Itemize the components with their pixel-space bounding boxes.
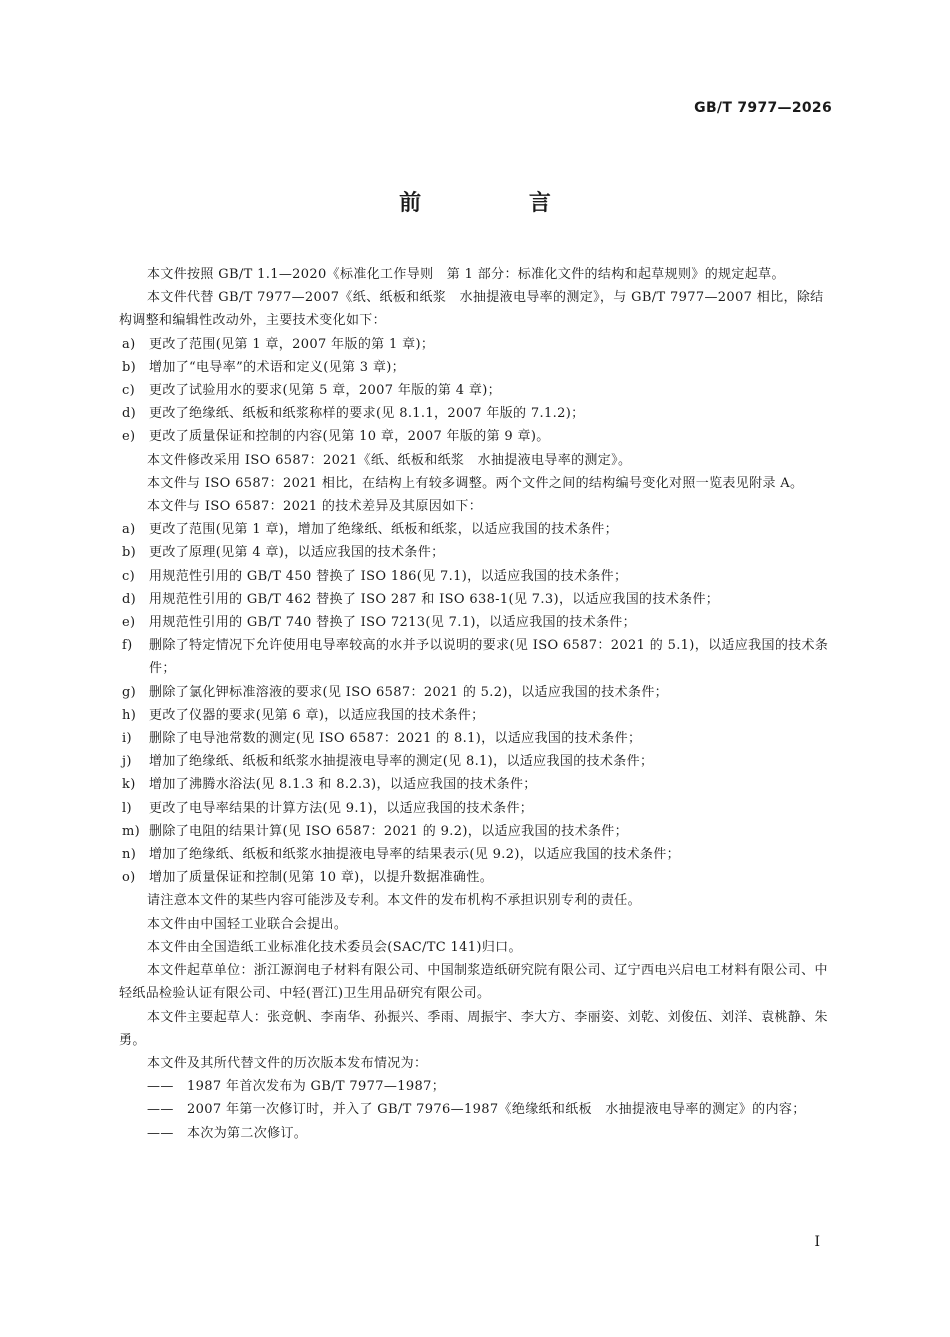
foreword-body — [119, 263, 835, 1145]
patent-notice: 请注意本文件的某些内容可能涉及专利。本文件的发布机构不承担识别专利的责任。 — [147, 893, 641, 909]
technical-changes-list — [119, 333, 835, 449]
committee-statement: 本文件由全国造纸工业标准化技术委员会(SAC/TC 141)归口。 — [147, 939, 522, 955]
version-history-list — [119, 1075, 835, 1145]
list-item: m) 删除了电阻的结果计算(见 ISO 6587：2021 的 9.2)，以适应我国的技术条件； — [122, 823, 628, 839]
list-item: e) 更改了质量保证和控制的内容(见第 10 章，2007 年版的第 9 章)。 — [122, 429, 550, 445]
list-item: e) 用规范性引用的 GB/T 740 替换了 ISO 7213(见 7.1)，以适应我国的技术条件； — [122, 615, 636, 631]
list-item: n) 增加了绝缘纸、纸板和纸浆水抽提液电导率的结果表示(见 9.2)，以适应我国的技术条件； — [122, 847, 681, 863]
technical-differences-list — [119, 518, 835, 889]
list-item: —— 1987 年首次发布为 GB/T 7977—1987； — [147, 1079, 446, 1095]
list-item: f) 删除了特定情况下允许使用电导率较高的水并予以说明的要求(见 ISO 6587：2021 的 5.1)，以适应我国的技术条件； — [122, 638, 829, 677]
list-item: —— 2007 年第一次修订时，并入了 GB/T 7976—1987《绝缘纸和纸板 水抽提液电导率的测定》的内容； — [147, 1102, 806, 1118]
list-item: l) 更改了电导率结果的计算方法(见 9.1)，以适应我国的技术条件； — [122, 800, 534, 816]
structure-paragraph: 本文件与 ISO 6587：2021 相比，在结构上有较多调整。两个文件之间的结构编号变化对照一览表见附录 A。 — [147, 475, 804, 491]
page-title: 前 言 — [399, 191, 601, 216]
list-item: b) 增加了“电导率”的术语和定义(见第 3 章)； — [122, 359, 406, 375]
list-item: b) 更改了原理(见第 4 章)，以适应我国的技术条件； — [122, 545, 445, 561]
differences-intro: 本文件与 ISO 6587：2021 的技术差异及其原因如下： — [147, 499, 483, 515]
drafting-units: 本文件起草单位：浙江源润电子材料有限公司、中国制浆造纸研究院有限公司、辽宁西电兴启电工材料有限公司、中轻纸品检验认证有限公司、中轻(晋江)卫生用品研究有限公司。 — [119, 963, 828, 1002]
history-intro: 本文件及其所代替文件的历次版本发布情况为： — [147, 1055, 428, 1071]
intro-paragraph-1: 本文件按照 GB/T 1.1—2020《标准化工作导则 第 1 部分：标准化文件的结构和起草规则》的规定起草。 — [147, 267, 785, 282]
standard-code: GB/T 7977—2026 — [694, 100, 832, 116]
drafters: 本文件主要起草人：张竞帆、李南华、孙振兴、季雨、周振宇、李大方、李丽姿、刘乾、刘俊伍、刘洋、袁桃静、朱勇。 — [119, 1009, 828, 1048]
list-item: k) 增加了沸腾水浴法(见 8.1.3 和 8.2.3)，以适应我国的技术条件； — [122, 777, 537, 793]
list-item: o) 增加了质量保证和控制(见第 10 章)，以提升数据准确性。 — [122, 870, 494, 886]
proposer-statement: 本文件由中国轻工业联合会提出。 — [147, 916, 348, 932]
list-item: c) 用规范性引用的 GB/T 450 替换了 ISO 186(见 7.1)，以适应我国的技术条件； — [122, 568, 628, 584]
list-item: j) 增加了绝缘纸、纸板和纸浆水抽提液电导率的测定(见 8.1)，以适应我国的技术条件； — [122, 754, 654, 770]
list-item: d) 用规范性引用的 GB/T 462 替换了 ISO 287 和 ISO 638-1(见 7.3)，以适应我国的技术条件； — [122, 591, 720, 607]
list-item: g) 删除了氯化钾标准溶液的要求(见 ISO 6587：2021 的 5.2)，以适应我国的技术条件； — [122, 684, 669, 700]
list-item: a) 更改了范围(见第 1 章)，增加了绝缘纸、纸板和纸浆，以适应我国的技术条件； — [122, 522, 618, 538]
list-item: h) 更改了仪器的要求(见第 6 章)，以适应我国的技术条件； — [122, 707, 485, 723]
list-item: i) 删除了电导池常数的测定(见 ISO 6587：2021 的 8.1)，以适应我国的技术条件； — [122, 731, 642, 747]
list-item: d) 更改了绝缘纸、纸板和纸浆称样的要求(见 8.1.1，2007 年版的 7.1.2)； — [122, 406, 585, 422]
list-item: —— 本次为第二次修订。 — [147, 1125, 308, 1141]
list-item: a) 更改了范围(见第 1 章，2007 年版的第 1 章)； — [122, 336, 435, 352]
intro-paragraph-2: 本文件代替 GB/T 7977—2007《纸、纸板和纸浆 水抽提液电导率的测定》，与 GB/T 7977—2007 相比，除结构调整和编辑性改动外，主要技术变化如下： — [119, 290, 824, 329]
list-item: c) 更改了试验用水的要求(见第 5 章，2007 年版的第 4 章)； — [122, 383, 501, 399]
page-number: I — [814, 1234, 820, 1250]
adoption-paragraph: 本文件修改采用 ISO 6587：2021《纸、纸板和纸浆 水抽提液电导率的测定》。 — [147, 452, 632, 468]
